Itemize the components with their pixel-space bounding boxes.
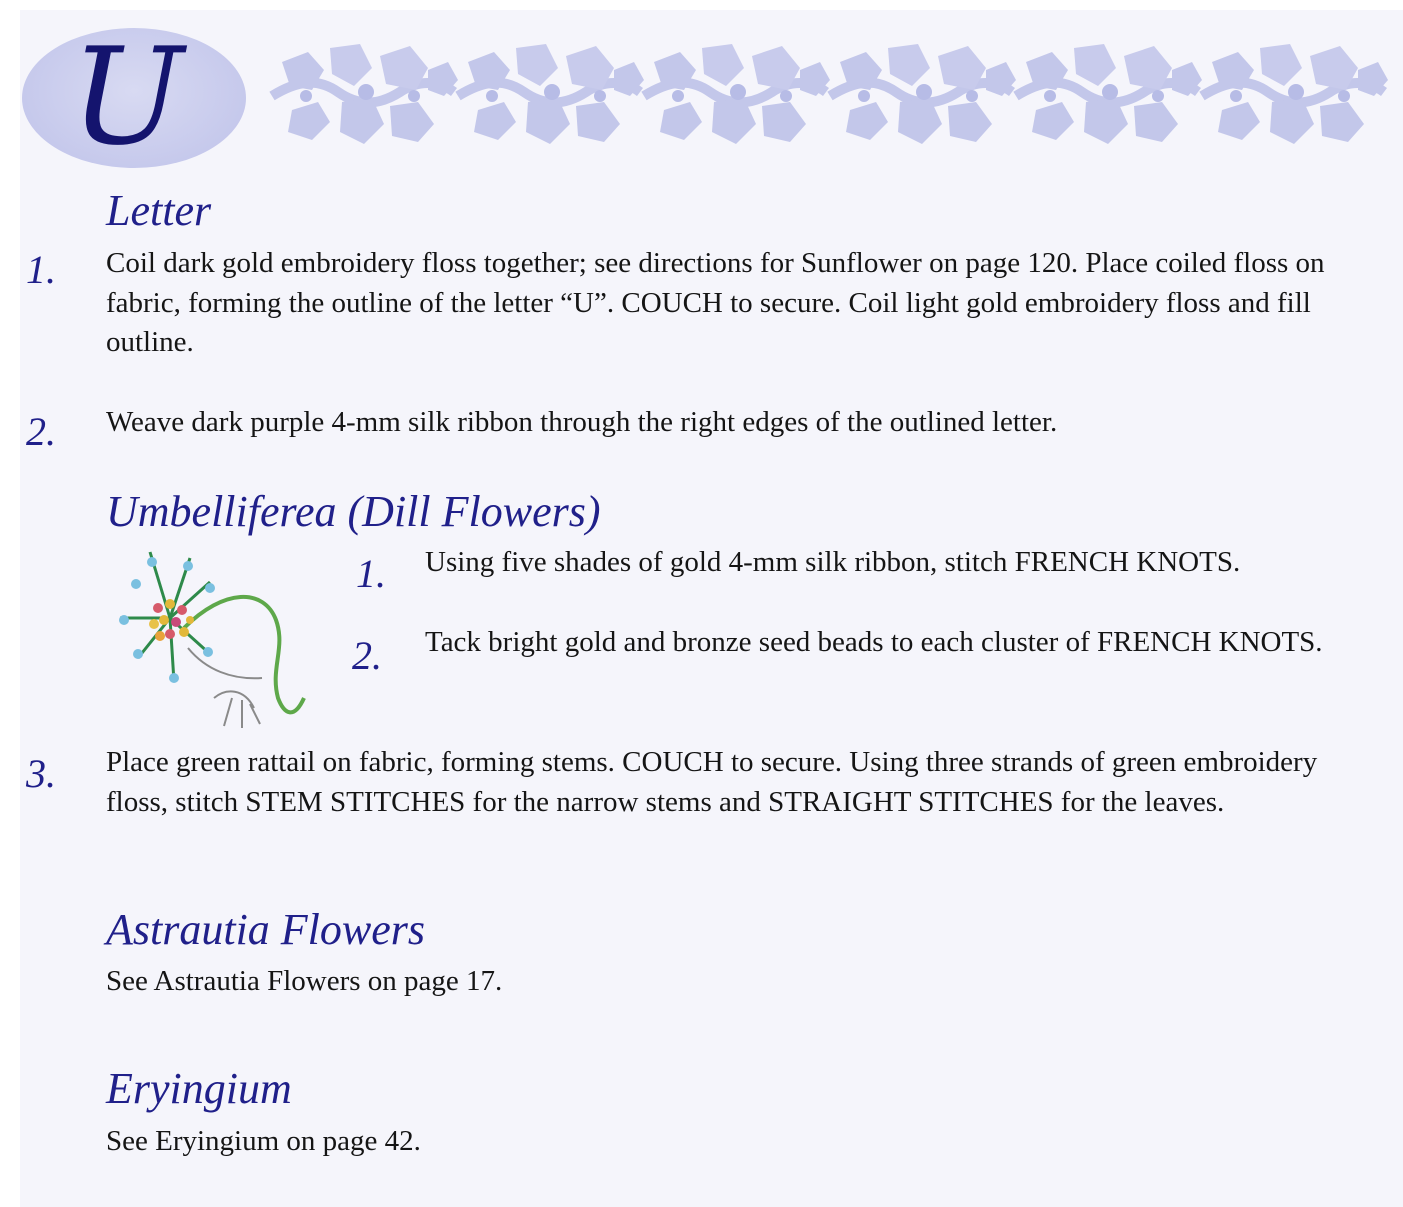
step-number: 1. [356, 551, 386, 596]
step-text: Using five shades of gold 4-mm silk ribbon, stitch FRENCH KNOTS. [425, 546, 1241, 578]
chapter-initial: U [70, 19, 184, 175]
step-number: 2. [26, 409, 56, 454]
section-text: See Astrautia Flowers on page 17. [106, 965, 503, 997]
step-text: Coil dark gold embroidery floss together; see directions for Sunflower on page 120. Place coiled floss on fabric, forming the outline of the letter “U”. COUCH to secure. Coil light gold embroidery floss and fill outline. [106, 247, 1325, 358]
step-text: Place green rattail on fabric, forming stems. COUCH to secure. Using three strands of green embroidery floss, stitch STEM STITCHES for the narrow stems and STRAIGHT STITCHES for the leaves. [106, 746, 1318, 818]
step-text: Tack bright gold and bronze seed beads to each cluster of FRENCH KNOTS. [425, 626, 1323, 658]
step-text: Weave dark purple 4-mm silk ribbon through the right edges of the outlined letter. [106, 406, 1058, 438]
heading-astrautia: Astrautia Flowers [106, 905, 426, 954]
floral-border-icon [268, 40, 1388, 152]
heading-umbelliferea: Umbelliferea (Dill Flowers) [106, 487, 601, 536]
step-number: 3. [26, 751, 56, 796]
step-number: 2. [352, 633, 382, 678]
section-text: See Eryingium on page 42. [106, 1125, 421, 1157]
dill-flower-illustration-icon [114, 548, 310, 734]
heading-eryingium: Eryingium [106, 1064, 292, 1113]
heading-letter: Letter [106, 186, 212, 235]
step-number: 1. [26, 247, 56, 292]
